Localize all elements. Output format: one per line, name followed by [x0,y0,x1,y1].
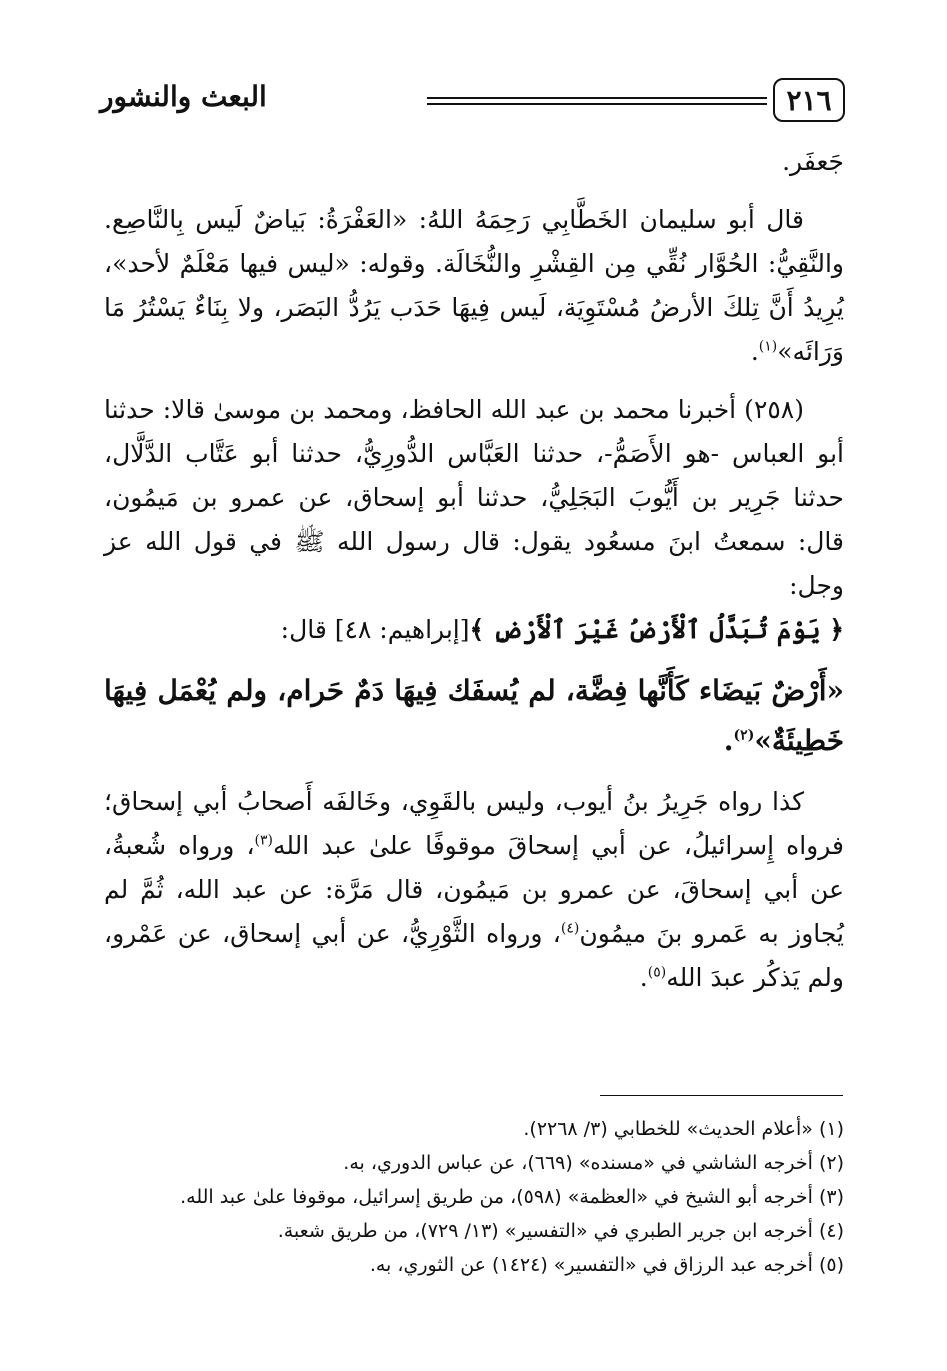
hadith-text: «أَرْضٌ بَيضَاء كَأَنَّها فِضَّة، لم يُسفَك فِيهَا دَمٌ حَرام، ولم يُعْمَل فِيهَا خَطِيئَةٌ»$^{(٢)}$. [104,674,844,757]
verse-reference: [إبراهيم: ٤٨] قال: [280,615,470,644]
footnote-ref[interactable]: (٥) [647,964,667,981]
paragraph-text: قال أبو سليمان الخَطَّابِي رَحِمَهُ اللهُ: «العَفْرَةُ: بَياضٌ لَيس بِالنَّاصِع. والنَّقِيُّ: الحُوَّار نُقِّي مِن القِشْرِ والنُّخَالَة. وقوله: «ليس فيها مَعْلَمٌ لأحد»، يُرِيدُ أَنَّ تِلكَ الأرضُ مُسْتَوِيَة، لَيس فِيهَا حَدَب يَرُدُّ البَصَر، ولا بِنَاءٌ يَسْتُرُ مَا وَرَائَه» [104,205,844,366]
footnote-1: (١) «أعلام الحديث» للخطابي (٣/ ٢٢٦٨). [523,1118,844,1140]
running-title: البعث والنشور [100,80,267,113]
page-header [100,78,845,128]
paragraph-hadith-chain [104,388,844,652]
footnote-separator [600,1095,843,1096]
footnote-ref[interactable]: (٢) [733,727,755,744]
footnote-4: (٤) أخرجه ابن جرير الطبري في «التفسير» (١٣/ ٧٢٩)، من طريق شعبة. [277,1220,844,1242]
footnote-3: (٣) أخرجه أبو الشيخ في «العظمة» (٥٩٨)، من طريق إسرائيل، موقوفا علىٰ عبد الله. [180,1186,844,1208]
footnote-ref[interactable]: (١) [758,338,778,355]
paragraph-commentary: كذا رواه جَرِيرُ بنُ أيوب، وليس بالقَوِي، وخَالفَه أَصحابُ أبي إسحاق؛ فرواه إِسرائيلُ، عن أبي إسحاقَ موقوفًا علىٰ عبد الله$^{(٣)}$، ورواه شُعبةُ، عن أبي إسحاقَ، عن عمرو بن مَيمُون، قال مَرَّة: عن عبد الله، ثُمَّ لم يُجاوز به عَمرو بنَ ميمُون$^{(٤)}$، ورواه الثَّوْرِيُّ، عن أبي إسحاق، عن عَمْرو، ولم يَذكُر عبدَ الله$^{(٥)}$. [104,787,845,992]
footnote-ref[interactable]: (٣) [254,832,273,849]
footnotes [104,1112,844,1282]
quran-verse: ﴿ يَوْمَ تُبَدَّلُ ٱلْأَرْضُ غَيْرَ ٱلْأَرْضِ ﴾ [469,615,844,644]
paragraph-text: (٢٥٨) أخبرنا محمد بن عبد الله الحافظ، ومحمد بن موسىٰ قالا: حدثنا أبو العباس -هو الأَصَمُّ-، حدثنا العَبَّاس الدُّورِيُّ، حدثنا أبو عَتَّاب الدَّلَّال، حدثنا جَرِير بن أَيُّوبَ البَجَلِيُّ، حدثنا أبو إسحاق، عن عمرو بن مَيمُون، قال: سمعتُ ابنَ مسعُود يقول: قال رسول الله ﷺ في قول الله عز وجل: [104,395,844,600]
paragraph-continuation: جَعفَر. [782,147,844,176]
paragraph-khattabi: قال أبو سليمان الخَطَّابِي رَحِمَهُ اللهُ: «العَفْرَةُ: بَياضٌ لَيس بِالنَّاصِع. والنَّقِيُّ: الحُوَّار نُقِّي مِن القِشْرِ والنُّخَالَة. وقوله: «ليس فيها مَعْلَمٌ لأحد»، يُرِيدُ أَنَّ تِلكَ الأرضُ مُسْتَوِيَة، لَيس فِيهَا حَدَب يَرُدُّ البَصَر، ولا بِنَاءٌ يَسْتُرُ مَا وَرَائَه»$^{(١)}$. [104,205,844,366]
footnote-ref[interactable]: (٤) [560,920,580,937]
header-rule [427,97,767,105]
footnote-5: (٥) أخرجه عبد الرزاق في «التفسير» (١٤٢٤) عن الثوري، به. [369,1254,844,1276]
footnote-2: (٢) أخرجه الشاشي في «مسنده» (٦٦٩)، عن عباس الدوري، به. [343,1152,844,1174]
page-number: ٢١٦ [773,78,845,122]
body-text [104,140,844,1000]
